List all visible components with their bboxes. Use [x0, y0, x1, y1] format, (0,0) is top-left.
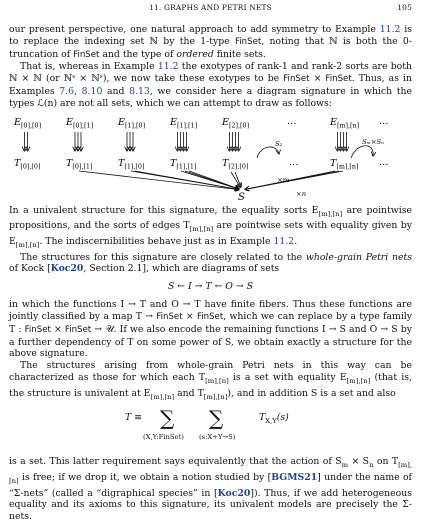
loop-label-s2: S₂	[275, 139, 283, 148]
cross-ref-link[interactable]: 11.2	[157, 61, 179, 73]
citation-link[interactable]: Koc20	[217, 487, 251, 499]
cross-ref-link[interactable]: 8.10	[81, 85, 103, 97]
paragraph-6: The structures arising from whole-grain Petri nets in this way can be characterized as those for which each $T_{[m],[n]}$ is a set with equality $E_{[m],[n]}$ (that is, the structure is univalent at $E_{[m],[n]}$ and $T_{[m],[n]}$), and in addition S is a set and also	[9, 360, 412, 401]
cross-ref-link[interactable]: 11.2	[273, 235, 295, 247]
chapter-title: 11. GRAPHS AND PETRI NETS	[149, 3, 272, 12]
e-node-4: $E_{[2],[0]}$	[222, 116, 250, 130]
label-times-n: ×n	[296, 189, 307, 198]
sum-sigma-2: ∑	[209, 406, 224, 431]
e-node-5: $E_{[m],[n]}$	[330, 116, 360, 130]
sum-sigma-1: ∑	[160, 406, 175, 431]
citation-link[interactable]: Koc20	[50, 263, 84, 275]
t-node-0: $T_{[0],[0]}$	[14, 157, 41, 171]
sum-index-2: (s:X+Y→S)	[199, 433, 236, 442]
signature-diagram-svg	[9, 114, 412, 202]
signature-diagram	[9, 114, 412, 202]
cross-ref-link[interactable]: 8.13	[129, 85, 150, 97]
loop-label-smsn: Sₘ×Sₙ	[362, 137, 384, 146]
paragraph-5: in which the functions I → T and O → T have finite fibers. Thus these functions are jointly classified by a map T → FinSet × FinSet, which we can replace by a type family T : FinSet × FinSet → 𝒰. If we also encode the remaining functions I → S and O → S by a further dependency of T on some power of S, we obtain exactly a structure for the above signature.	[9, 299, 413, 360]
s-node: S	[238, 191, 245, 202]
paragraph-2: That is, whereas in Example 11.2 the exotypes of rank-1 and rank-2 sorts are both ℕ × ℕ (or ℕˢ × ℕˢ), we now take these exotypes to be FinSet × FinSet. Thus, as in Examples 7.6, 8.10 and 8.13, we consider here a diagram signature in which the types ℒ(n) are not all sets, which we can attempt to draw as follows:	[9, 61, 413, 109]
paragraph-7: is a set. This latter requirement says equivalently that the action of $S_m \times S_n$ on $T_{[m],[n]}$ is free; if we drop it, we obtain a notion studied by [BGMS21] under the name of “Σ-nets” (called a “digraphical species” in [Koc20]). Thus, if we add heterogeneous equality and its axioms to this signature, its univalent models are precisely the Σ-nets.	[9, 456, 412, 523]
t-to-s-arrow-10	[245, 171, 343, 189]
sum-term: $T_{X,Y}(s)$	[259, 412, 289, 426]
e-node-3: $E_{[1],[1]}$	[170, 116, 198, 130]
t-node-4: $T_{[2],[0]}$	[222, 157, 249, 171]
dots-top-2: …	[379, 115, 389, 127]
label-times-m: ×m	[277, 175, 290, 184]
dots-bottom-1: …	[289, 156, 299, 168]
e-node-1: $E_{[0],[1]}$	[66, 116, 94, 130]
loop-arrow-smsn	[351, 145, 373, 157]
sum-index-1: (X,Y:FinSet)	[143, 433, 184, 442]
t-node-1: $T_{[0],[1]}$	[66, 157, 93, 171]
paragraph-1: our present perspective, one natural approach to add symmetry to Example 11.2 is to replace the indexing set ℕ by the 1-type FinSet, noting that ℕ is both the 0-truncation of FinSet and the type of ordered finite sets.	[9, 24, 413, 60]
page-header	[9, 3, 412, 15]
dots-top-1: …	[287, 115, 297, 127]
e-node-0: $E_{[0],[0]}$	[14, 116, 42, 130]
cross-ref-link[interactable]: 7.6	[59, 85, 75, 97]
page-number: 105	[397, 3, 412, 12]
e-node-2: $E_{[1],[0]}$	[118, 116, 146, 130]
paragraph-4: The structures for this signature are closely related to the whole-grain Petri nets of Kock [Koc20, Section 2.1], which are diagrams of sets	[9, 251, 412, 275]
t-to-s-arrow-2	[135, 171, 239, 189]
sum-lhs: T ≡	[125, 412, 142, 424]
loop-arrow-s2	[257, 147, 279, 158]
t-node-3: $T_{[1],[1]}$	[170, 157, 197, 171]
display-equation-petri: S ← I → T ← O → S	[167, 281, 254, 293]
display-equation-sum	[9, 406, 412, 452]
t-node-2: $T_{[1],[0]}$	[118, 157, 145, 171]
cross-ref-link[interactable]: 11.2	[379, 24, 401, 35]
citation-link[interactable]: BGMS21	[271, 471, 318, 483]
page-body	[9, 24, 412, 523]
t-node-5: $T_{[m],[n]}$	[330, 157, 359, 171]
paragraph-3: In a univalent structure for this signature, the equality sorts $E_{[m],[n]}$ are pointwise propositions, and the sorts of edges $T_{[m],[n]}$ are pointwise sets with equality given by $E_{[m],[n]}$. The indiscernibilities behave just as in Example 11.2.	[9, 204, 412, 249]
dots-bottom-2: …	[379, 156, 389, 168]
